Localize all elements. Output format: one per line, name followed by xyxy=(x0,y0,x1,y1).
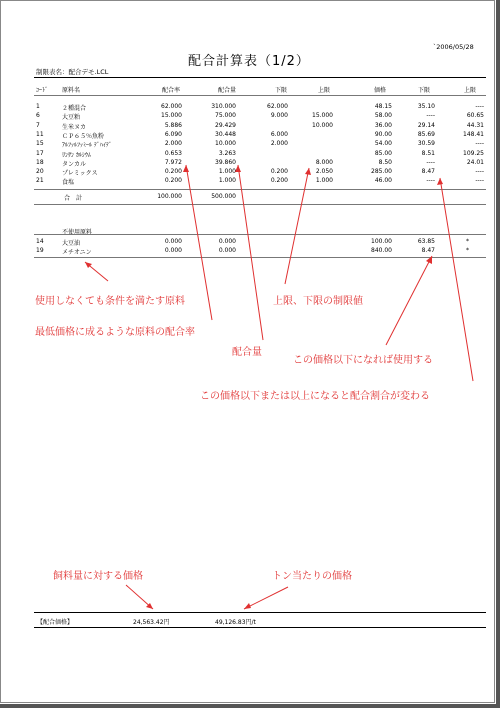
cell-price-lower: 63.85 xyxy=(417,238,435,245)
footer-bottom-rule xyxy=(34,627,486,628)
cell-lower: 62.000 xyxy=(267,103,288,110)
unused-heading: 不使用原料 xyxy=(62,229,93,236)
cell-code: 17 xyxy=(36,149,44,157)
col-code: ｺｰﾄﾞ xyxy=(36,87,49,94)
cell-code: 14 xyxy=(36,238,44,245)
annotation-ton-price: トン当たりの価格 xyxy=(272,571,352,582)
annotation-price-use: この価格以下になれば使用する xyxy=(293,355,433,366)
cell-rate: 2.000 xyxy=(164,140,182,148)
cell-price-lower: 85.69 xyxy=(417,130,435,138)
cell-name: ＣＰ６５％魚粉 xyxy=(62,132,105,140)
cell-amount: 75.000 xyxy=(215,112,236,120)
total-rate: 100.000 xyxy=(157,193,182,200)
cell-price-upper: 24.01 xyxy=(466,158,484,166)
arrow-rate xyxy=(186,165,212,320)
cell-name: 生米ヌカ xyxy=(62,123,87,131)
arrow-ton-price xyxy=(244,587,288,609)
cell-price: 840.00 xyxy=(371,246,392,254)
arrowhead-amount xyxy=(235,165,241,172)
cell-rate: 0.000 xyxy=(164,246,182,254)
cell-price-lower: ---- xyxy=(426,177,435,185)
cell-code: 20 xyxy=(36,168,44,176)
cell-price-lower: 8.51 xyxy=(421,149,435,157)
cell-amount: 3.263 xyxy=(218,149,236,157)
annotation-unused-ingredient: 使用しなくても条件を満たす原料 xyxy=(35,296,185,307)
cell-rate: 0.653 xyxy=(164,149,182,157)
cell-amount: 39.860 xyxy=(215,158,236,166)
col-name: 原料名 xyxy=(62,87,81,94)
cell-name: メチオニン xyxy=(62,248,92,256)
cell-price: 48.15 xyxy=(374,103,392,110)
cell-price-upper: 148.41 xyxy=(463,130,484,138)
cell-amount: 10.000 xyxy=(215,140,236,148)
date-value: 2006/05/28 xyxy=(436,43,474,51)
cell-name: タンカル xyxy=(62,160,87,168)
cell-price-lower: ---- xyxy=(426,112,435,120)
col-price-lower: 下限 xyxy=(418,87,431,94)
cell-price-upper: 44.31 xyxy=(466,121,484,129)
cell-upper: 8.000 xyxy=(315,158,333,166)
price-per-ton: 49,126.83円/t xyxy=(215,619,256,626)
cell-amount: 0.000 xyxy=(218,238,236,245)
total-amount: 500.000 xyxy=(211,193,236,200)
annotation-amount: 配合量 xyxy=(232,347,262,358)
cell-rate: 62.000 xyxy=(161,103,182,110)
arrow-price-range xyxy=(440,178,473,381)
cell-code: 1 xyxy=(36,103,40,110)
cell-lower: 2.000 xyxy=(270,140,288,148)
annotation-rate: 最低価格に成るような原料の配合率 xyxy=(35,327,195,338)
annotation-feed-price: 飼料量に対する価格 xyxy=(53,571,143,582)
cell-amount: 1.000 xyxy=(218,168,236,176)
cell-amount: 1.000 xyxy=(218,177,236,185)
cell-code: 18 xyxy=(36,158,44,166)
cell-price: 58.00 xyxy=(374,112,392,120)
arrow-amount xyxy=(238,165,263,340)
cell-upper: 2.050 xyxy=(315,168,333,176)
cell-rate: 6.090 xyxy=(164,130,182,138)
cell-amount: 29.429 xyxy=(215,121,236,129)
cell-upper: 15.000 xyxy=(312,112,333,120)
footer-label: 【配合価格】 xyxy=(37,619,74,626)
cell-rate: 0.200 xyxy=(164,177,182,185)
arrowhead-limits xyxy=(305,168,311,175)
cell-price: 8.50 xyxy=(378,158,392,166)
cell-lower: 0.200 xyxy=(270,168,288,176)
cell-rate: 0.000 xyxy=(164,238,182,245)
cell-upper: 1.000 xyxy=(315,177,333,185)
arrowhead-rate xyxy=(183,165,189,172)
cell-name: プレミックス xyxy=(62,170,98,178)
cell-name: 大豆油 xyxy=(62,240,81,247)
cell-code: 6 xyxy=(36,112,40,120)
footer-top-rule xyxy=(34,612,486,613)
cell-price-lower: 29.14 xyxy=(417,121,435,129)
cell-price-upper: ---- xyxy=(475,168,484,176)
page-title: 配合計算表（1/2） xyxy=(188,54,310,69)
cell-amount: 0.000 xyxy=(218,246,236,254)
cell-price-upper: ---- xyxy=(475,140,484,148)
cell-mark: * xyxy=(466,246,469,254)
col-lower: 下限 xyxy=(275,87,288,94)
cell-code: 15 xyxy=(36,140,44,148)
arrow-limits xyxy=(285,168,309,284)
cell-price-lower: ---- xyxy=(426,158,435,166)
cell-lower: 6.000 xyxy=(270,130,288,138)
formula-name-label: 制限表名：配合デモ.LCL xyxy=(36,68,109,76)
cell-rate: 7.972 xyxy=(164,158,182,166)
cell-upper: 10.000 xyxy=(312,121,333,129)
annotation-limits: 上限、下限の制限値 xyxy=(273,296,363,307)
cell-code: 21 xyxy=(36,177,44,185)
cell-name: 食塩 xyxy=(62,179,75,187)
cell-code: 11 xyxy=(36,130,44,138)
cell-code: 7 xyxy=(36,121,40,129)
arrow-price-lower xyxy=(386,256,432,345)
annotation-price-range: この価格以下または以上になると配合割合が変わる xyxy=(200,391,430,402)
cell-lower: 0.200 xyxy=(270,177,288,185)
total-label: 合 計 xyxy=(64,195,83,202)
cell-price-lower: 35.10 xyxy=(417,103,435,110)
cell-price: 36.00 xyxy=(374,121,392,129)
col-price-upper: 上限 xyxy=(464,87,477,94)
cell-price: 100.00 xyxy=(371,238,392,245)
date-mark: ` xyxy=(433,43,437,51)
cell-code: 19 xyxy=(36,246,44,254)
cell-price-upper: ---- xyxy=(475,177,484,185)
cell-price-lower: 30.59 xyxy=(417,140,435,148)
price-per-feed: 24,563.42円 xyxy=(133,619,170,626)
cell-rate: 5.886 xyxy=(164,121,182,129)
cell-price-lower: 8.47 xyxy=(421,246,435,254)
cell-name: ﾘﾝｻﾝ ｶﾙｼｳﾑ xyxy=(62,151,91,159)
arrowhead-ton-price xyxy=(244,603,251,609)
cell-mark: * xyxy=(466,238,469,245)
cell-price-upper: 109.25 xyxy=(463,149,484,157)
col-price: 価格 xyxy=(374,87,387,94)
cell-rate: 15.000 xyxy=(161,112,182,120)
cell-name: ｱﾙﾌｧﾙﾌｧﾐｰﾙ ﾃﾞﾊｲﾃﾞ xyxy=(62,142,112,150)
cell-price: 90.00 xyxy=(374,130,392,138)
cell-price: 285.00 xyxy=(371,168,392,176)
cell-price: 54.00 xyxy=(374,140,392,148)
cell-name: 大豆粕 xyxy=(62,114,81,122)
cell-name: ２種混合 xyxy=(62,105,87,112)
col-rate: 配合率 xyxy=(162,87,181,94)
col-amount: 配合量 xyxy=(218,87,237,94)
cell-price: 46.00 xyxy=(374,177,392,185)
cell-price-upper: ---- xyxy=(475,103,484,110)
cell-rate: 0.200 xyxy=(164,168,182,176)
cell-lower: 9.000 xyxy=(270,112,288,120)
cell-amount: 30.448 xyxy=(215,130,236,138)
cell-price: 85.00 xyxy=(374,149,392,157)
cell-price-lower: 8.47 xyxy=(421,168,435,176)
cell-amount: 310.000 xyxy=(211,103,236,110)
col-upper: 上限 xyxy=(318,87,331,94)
cell-price-upper: 60.65 xyxy=(466,112,484,120)
arrowhead-price-range xyxy=(437,178,443,185)
